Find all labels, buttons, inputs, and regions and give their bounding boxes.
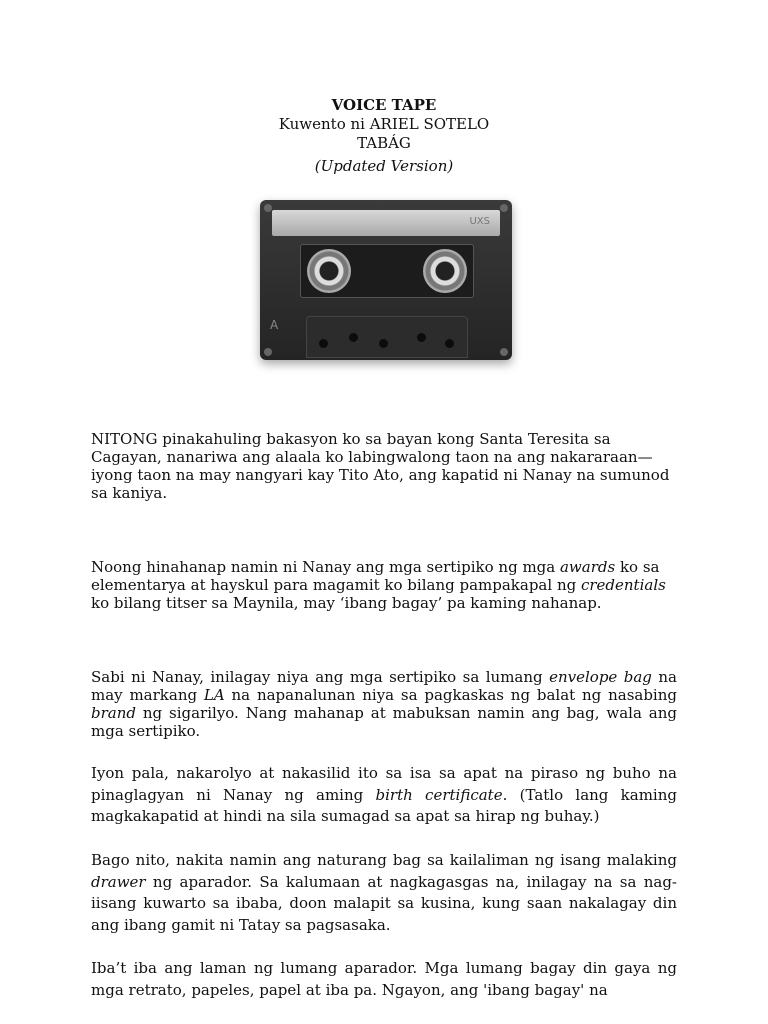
hole-icon — [379, 339, 388, 348]
version-note: (Updated Version) — [314, 157, 454, 175]
hole-icon — [445, 339, 454, 348]
title-block — [0, 96, 768, 176]
screw-icon — [264, 204, 272, 212]
cassette-tape-image — [248, 196, 520, 396]
cassette-brand: UXS — [469, 216, 490, 227]
hole-icon — [319, 339, 328, 348]
paragraph-2: Noong hinahanap namin ni Nanay ang mga sertipiko ng mga awards ko sa elementarya at hayskul para magamit ko bilang pampakapal ng credentials ko bilang titser sa Maynila, may ‘ibang bagay’ pa kaming nahanap. — [91, 558, 666, 612]
hole-icon — [349, 333, 358, 342]
reel-icon — [307, 249, 351, 293]
paragraph-3: Sabi ni Nanay, inilagay niya ang mga sertipiko sa lumang envelope bag na may markang LA na napanalunan niya sa pagkaskas ng balat ng nasabing brand ng sigarilyo. Nang mahanap at mabuksan namin ang bag, wala ang mga sertipiko. — [91, 668, 677, 740]
cassette-window — [300, 244, 474, 298]
screw-icon — [264, 348, 272, 356]
paragraph-4: Iyon pala, nakarolyo at nakasilid ito sa isa sa apat na piraso ng buho na pinaglagyan ni Nanay ng aming birth certificate. (Tatlo lang kaming magkakapatid at hindi na sila sumagad sa apat sa hirap ng buhay.) — [91, 764, 677, 825]
cassette-label — [272, 210, 500, 236]
cassette-side-letter: A — [270, 318, 279, 332]
author-line-2: TABÁG — [357, 134, 411, 152]
author-line: Kuwento ni ARIEL SOTELO — [278, 115, 490, 133]
story-title: VOICE TAPE — [331, 96, 437, 114]
cassette-bottom-plate — [306, 316, 468, 358]
cassette-body — [260, 200, 512, 360]
paragraph-6: Iba’t iba ang laman ng lumang aparador. Mga lumang bagay din gaya ng mga retrato, papeles, papel at iba pa. Ngayon, ang 'ibang bagay' na — [91, 959, 677, 999]
hole-icon — [417, 333, 426, 342]
screw-icon — [500, 348, 508, 356]
paragraph-5: Bago nito, nakita namin ang naturang bag sa kailaliman ng isang malaking drawer ng aparador. Sa kalumaan at nagkagasgas na, inilagay na sa nag-iisang kuwarto sa ibaba, doon malapit sa kusina, kung saan nakalagay din ang ibang gamit ni Tatay sa pagsasaka. — [91, 851, 677, 934]
paragraph-1: NITONG pinakahuling bakasyon ko sa bayan kong Santa Teresita sa Cagayan, nanariwa ang alaala ko labingwalong taon na ang nakararaan—iyong taon na may nangyari kay Tito Ato, ang kapatid ni Nanay na sumunod sa kaniya. — [91, 430, 670, 502]
screw-icon — [500, 204, 508, 212]
reel-icon — [423, 249, 467, 293]
